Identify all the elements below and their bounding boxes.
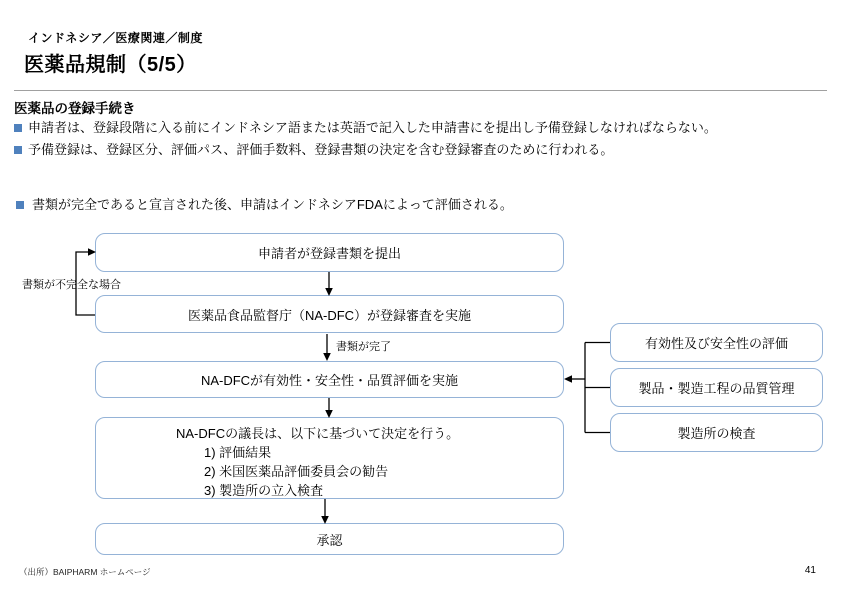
decision-item: 2) 米国医薬品評価委員会の勧告 — [204, 464, 389, 479]
decision-item: 3) 製造所の立入検査 — [204, 483, 324, 498]
bullet-text: 予備登録は、登録区分、評価パス、評価手数料、登録書類の決定を含む登録審査のために行われる。 — [28, 142, 614, 157]
side-box-quality-control: 製品・製造工程の品質管理 — [610, 368, 823, 407]
section-heading: 医薬品の登録手続き — [14, 101, 136, 116]
flow-box-approval: 承認 — [95, 523, 564, 555]
decision-item: 1) 評価結果 — [204, 445, 272, 460]
bullet-text: 申請者は、登録段階に入る前にインドネシア語または英語で記入した申請書にを提出し予備登録しなければならない。 — [28, 120, 717, 135]
edge-label-incomplete-documents: 書類が不完全な場合 — [22, 279, 121, 291]
flow-box-submit-documents: 申請者が登録書類を提出 — [95, 233, 564, 272]
arrowhead-down-icon — [323, 353, 331, 361]
bullet-square-icon — [16, 201, 24, 209]
edge-label-documents-complete: 書類が完了 — [336, 341, 391, 353]
decision-heading: NA-DFCの議長は、以下に基づいて決定を行う。 — [176, 426, 460, 441]
breadcrumb: インドネシア／医療関連／制度 — [28, 31, 203, 45]
bullet-item — [14, 142, 613, 158]
flow-box-chairman-decision — [95, 417, 564, 499]
page-number: 41 — [804, 565, 816, 576]
flow-box-nadfc-evaluation: NA-DFCが有効性・安全性・品質評価を実施 — [95, 361, 564, 398]
source-note: （出所）BAIPHARM ホームページ — [19, 567, 151, 577]
bullet-square-icon — [14, 146, 22, 154]
flow-box-nadfc-review: 医薬品食品監督庁（NA-DFC）が登録審査を実施 — [95, 295, 564, 333]
bullet-text: 書類が完全であると宣言された後、申請はインドネシアFDAによって評価される。 — [32, 197, 513, 212]
arrowhead-left-icon — [564, 375, 572, 383]
bullet-square-icon — [14, 124, 22, 132]
title-separator-line — [14, 90, 827, 91]
page-title: 医薬品規制（5/5） — [24, 54, 197, 76]
bullet-item — [16, 197, 513, 213]
bullet-item — [14, 120, 717, 136]
side-box-factory-inspection: 製造所の検査 — [610, 413, 823, 452]
side-box-efficacy-safety-evaluation: 有効性及び安全性の評価 — [610, 323, 823, 362]
